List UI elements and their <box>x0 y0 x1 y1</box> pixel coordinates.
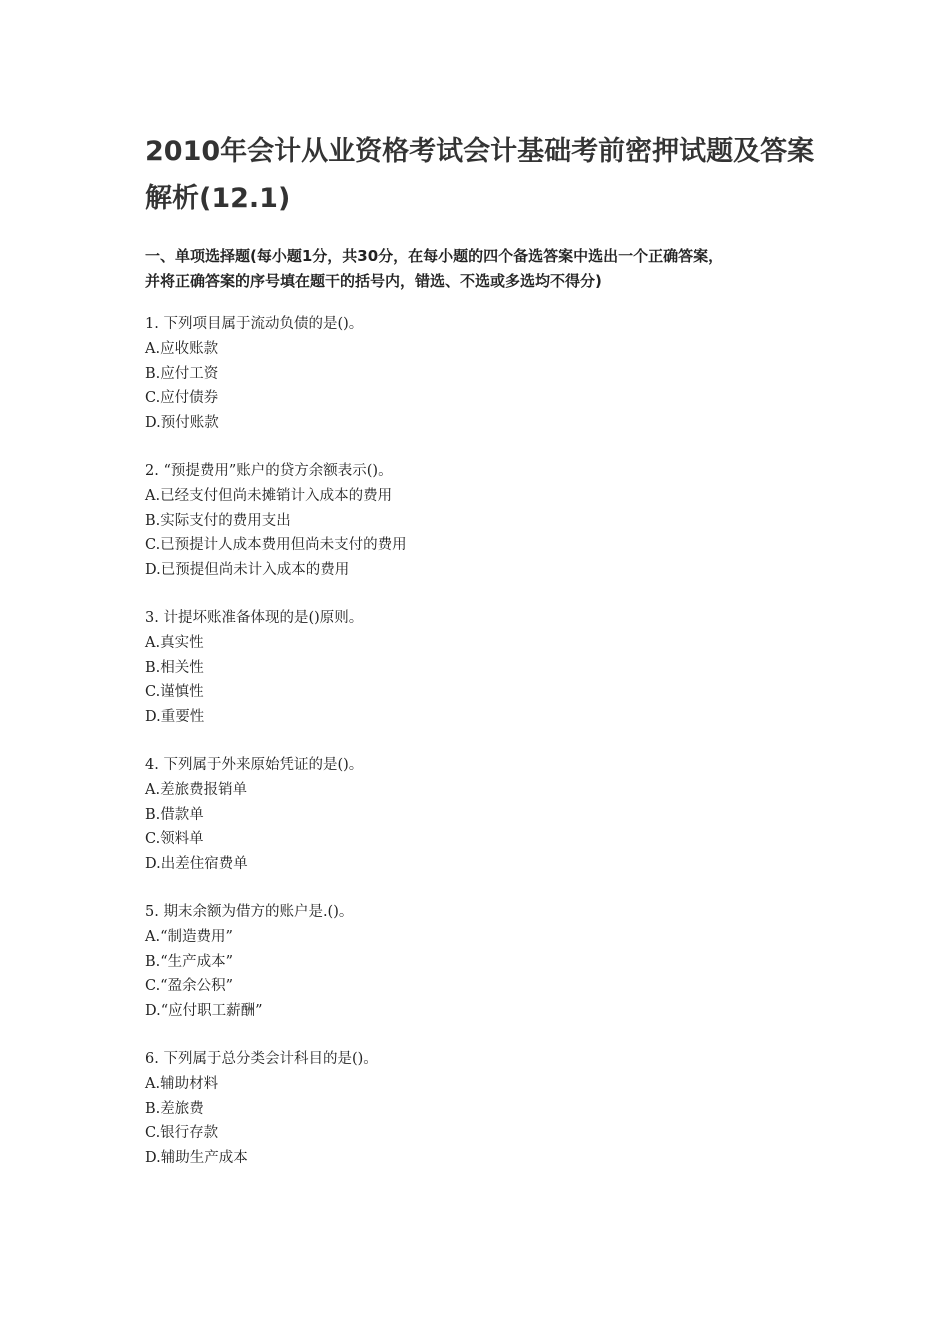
question-stem: 6. 下列属于总分类会计科目的是()。 <box>145 1050 378 1067</box>
option-d: D.重要性 <box>145 709 205 726</box>
question-4 <box>145 753 825 877</box>
option-a: A.真实性 <box>145 634 204 651</box>
question-3 <box>145 606 825 730</box>
option-c: C.已预提计人成本费用但尚未支付的费用 <box>145 537 407 554</box>
option-b: B.实际支付的费用支出 <box>145 512 291 529</box>
question-stem: 3. 计提坏账准备体现的是()原则。 <box>145 609 364 626</box>
question-6 <box>145 1047 825 1171</box>
option-b: B.相关性 <box>145 659 204 676</box>
question-stem: 1. 下列项目属于流动负债的是()。 <box>145 316 364 332</box>
title-line: 2010年会计从业资格考试会计基础考前密押试题及答案 <box>145 136 815 167</box>
option-b: B.差旅费 <box>145 1100 204 1117</box>
option-b: B.借款单 <box>145 806 204 823</box>
option-c: C.谨慎性 <box>145 684 204 701</box>
option-b: B.“生产成本” <box>145 953 234 970</box>
question-stem: 5. 期末余额为借方的账户是.()。 <box>145 903 354 920</box>
option-d: D.“应付职工薪酬” <box>145 1003 263 1020</box>
option-c: C.银行存款 <box>145 1125 219 1142</box>
document-title <box>145 128 825 222</box>
instructions-line: 并将正确答案的序号填在题干的括号内，错选、不选或多选均不得分) <box>145 272 602 290</box>
document-page <box>145 128 825 1194</box>
section-instructions <box>145 244 825 294</box>
option-a: A.辅助材料 <box>145 1075 219 1092</box>
option-a: A.“制造费用” <box>145 928 233 945</box>
instructions-line: 一、单项选择题(每小题1分，共30分，在每小题的四个备选答案中选出一个正确答案， <box>145 247 724 265</box>
option-b: B.应付工资 <box>145 365 219 382</box>
option-c: C.“盈余公积” <box>145 978 234 995</box>
title-line: 解析(12.1) <box>145 183 291 214</box>
question-stem: 2. “预提费用”账户的贷方余额表示()。 <box>145 462 393 479</box>
question-5 <box>145 900 825 1024</box>
option-a: A.差旅费报销单 <box>145 781 248 798</box>
question-stem: 4. 下列属于外来原始凭证的是()。 <box>145 756 364 773</box>
option-d: D.出差住宿费单 <box>145 856 248 873</box>
option-c: C.领料单 <box>145 831 204 848</box>
option-d: D.已预提但尚未计入成本的费用 <box>145 562 350 579</box>
option-c: C.应付债券 <box>145 390 219 407</box>
option-d: D.预付账款 <box>145 415 219 432</box>
option-d: D.辅助生产成本 <box>145 1150 248 1167</box>
option-a: A.已经支付但尚未摊销计入成本的费用 <box>145 487 393 504</box>
question-1 <box>145 312 825 436</box>
question-2 <box>145 459 825 583</box>
option-a: A.应收账款 <box>145 340 219 357</box>
